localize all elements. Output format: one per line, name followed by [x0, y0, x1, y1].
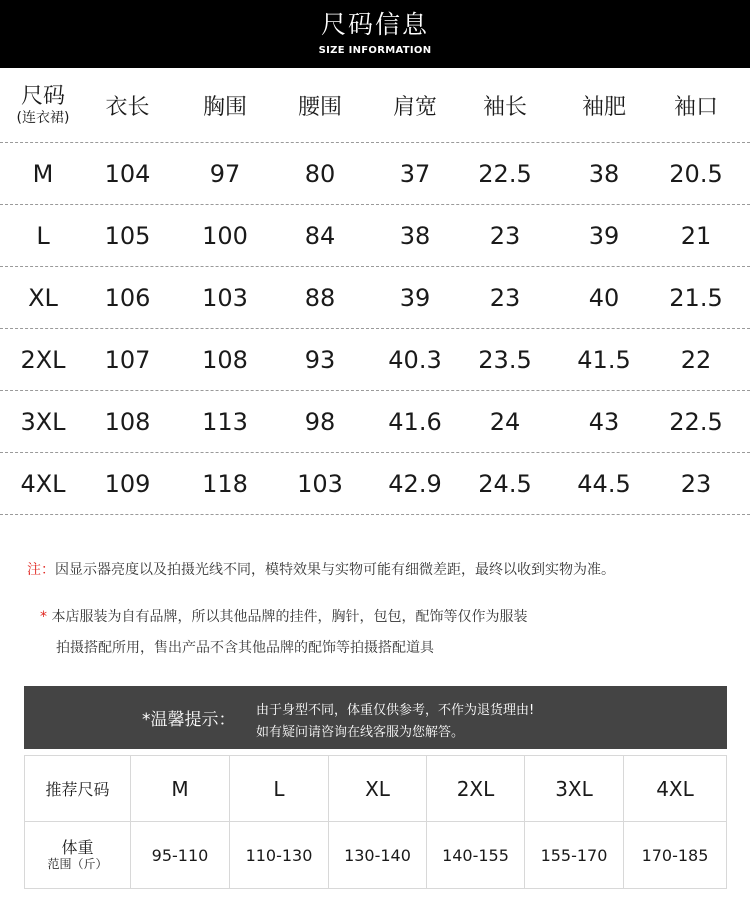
table-cell: 43	[588, 407, 620, 436]
weight-range-cell: 140-155	[427, 822, 525, 888]
table-row	[0, 453, 750, 515]
table-cell: 84	[304, 221, 336, 250]
size-column-header	[3, 68, 83, 142]
size-table	[0, 68, 750, 515]
column-header: 胸围	[202, 94, 247, 120]
table-cell: 103	[297, 469, 343, 498]
table-cell: 80	[304, 159, 336, 188]
table-cell: 109	[104, 469, 151, 498]
table-cell: 22.5	[478, 159, 532, 188]
weight-range-cell: 95-110	[131, 822, 230, 888]
recommend-size-row	[25, 756, 726, 822]
table-cell: 44.5	[577, 469, 631, 498]
weight-range-cell: 155-170	[525, 822, 624, 888]
recommend-size-table	[24, 755, 727, 889]
size-table-header-row	[0, 68, 750, 143]
column-header: 袖口	[673, 94, 718, 120]
column-header: 袖长	[482, 94, 527, 120]
note-prefix: 注：	[27, 562, 55, 578]
table-cell: 40	[588, 283, 620, 312]
reminder-banner	[24, 686, 727, 749]
display-disclaimer-note	[27, 559, 615, 579]
table-cell: 105	[104, 221, 151, 250]
table-cell: 23	[489, 283, 521, 312]
size-label: M	[32, 159, 54, 188]
table-cell: 100	[202, 221, 248, 250]
size-label: 2XL	[20, 345, 66, 374]
table-cell: 37	[399, 159, 431, 188]
table-cell: 23	[680, 469, 712, 498]
table-cell: 22.5	[669, 407, 723, 436]
table-cell: 118	[202, 469, 248, 498]
column-header: 衣长	[105, 94, 150, 120]
page-subtitle: SIZE INFORMATION	[318, 45, 432, 56]
table-cell: 103	[202, 283, 248, 312]
note-text: 因显示器亮度以及拍摄光线不同，模特效果与实物可能有细微差距，最终以收到实物为准。	[55, 562, 615, 578]
table-cell: 93	[304, 345, 336, 374]
table-cell: 23	[489, 221, 521, 250]
table-row	[0, 391, 750, 453]
weight-range-label	[25, 822, 131, 888]
table-cell: 108	[104, 407, 151, 436]
table-cell: 41.6	[388, 407, 442, 436]
table-cell: 106	[104, 283, 151, 312]
recommend-size-cell: 2XL	[427, 756, 525, 821]
table-cell: 113	[202, 407, 248, 436]
size-label: 4XL	[20, 469, 66, 498]
recommend-size-cell: L	[230, 756, 329, 821]
table-cell: 98	[304, 407, 336, 436]
reminder-line-1: 由于身型不同，体重仅供参考，不作为退货理由!	[256, 703, 535, 718]
table-cell: 22	[680, 345, 712, 374]
table-row	[0, 329, 750, 391]
table-cell: 39	[399, 283, 431, 312]
weight-range-cell: 110-130	[230, 822, 329, 888]
column-header: 袖肥	[581, 94, 626, 120]
weight-label-main: 体重	[61, 838, 94, 858]
table-cell: 104	[104, 159, 151, 188]
reminder-label: *温馨提示：	[142, 710, 236, 730]
asterisk-marker: *	[40, 609, 52, 625]
weight-range-row	[25, 822, 726, 888]
accessory-disclaimer-line2: 拍摄搭配所用，售出产品不含其他品牌的配饰等拍摄搭配道具	[56, 640, 434, 656]
table-cell: 20.5	[669, 159, 723, 188]
table-cell: 24	[489, 407, 521, 436]
page-title: 尺码信息	[320, 10, 429, 39]
table-row	[0, 205, 750, 267]
size-label: XL	[28, 283, 58, 312]
table-cell: 40.3	[388, 345, 442, 374]
weight-range-cell: 130-140	[329, 822, 427, 888]
recommend-size-cell: 4XL	[656, 776, 694, 801]
recommend-size-cell: 3XL	[525, 756, 624, 821]
table-cell: 38	[399, 221, 431, 250]
table-cell: 88	[304, 283, 336, 312]
recommend-size-cell: XL	[329, 756, 427, 821]
column-header: 腰围	[297, 94, 342, 120]
page-header	[0, 0, 750, 68]
note-text: 本店服装为自有品牌，所以其他品牌的挂件，胸针，包包，配饰等仅作为服装	[51, 609, 528, 625]
reminder-line-2: 如有疑问请咨询在线客服为您解答。	[256, 725, 465, 740]
weight-range-cell: 170-185	[641, 845, 709, 865]
recommend-size-label: 推荐尺码	[25, 756, 131, 821]
size-label: L	[36, 221, 50, 250]
table-cell: 38	[588, 159, 620, 188]
table-cell: 108	[202, 345, 248, 374]
table-cell: 23.5	[478, 345, 532, 374]
size-header-main: 尺码	[20, 83, 65, 109]
table-cell: 41.5	[577, 345, 631, 374]
table-row	[0, 143, 750, 205]
recommend-size-cell: M	[131, 756, 230, 821]
table-cell: 21	[680, 221, 712, 250]
size-header-sub: (连衣裙)	[16, 109, 70, 126]
table-row	[0, 267, 750, 329]
table-cell: 39	[588, 221, 620, 250]
size-label: 3XL	[20, 407, 66, 436]
table-cell: 24.5	[478, 469, 532, 498]
table-cell: 97	[209, 159, 241, 188]
weight-label-sub: 范围（斤）	[47, 857, 108, 872]
table-cell: 42.9	[388, 469, 442, 498]
table-cell: 21.5	[669, 283, 723, 312]
accessory-disclaimer-line1	[40, 606, 527, 626]
column-header: 肩宽	[392, 94, 437, 120]
table-cell: 107	[104, 345, 151, 374]
